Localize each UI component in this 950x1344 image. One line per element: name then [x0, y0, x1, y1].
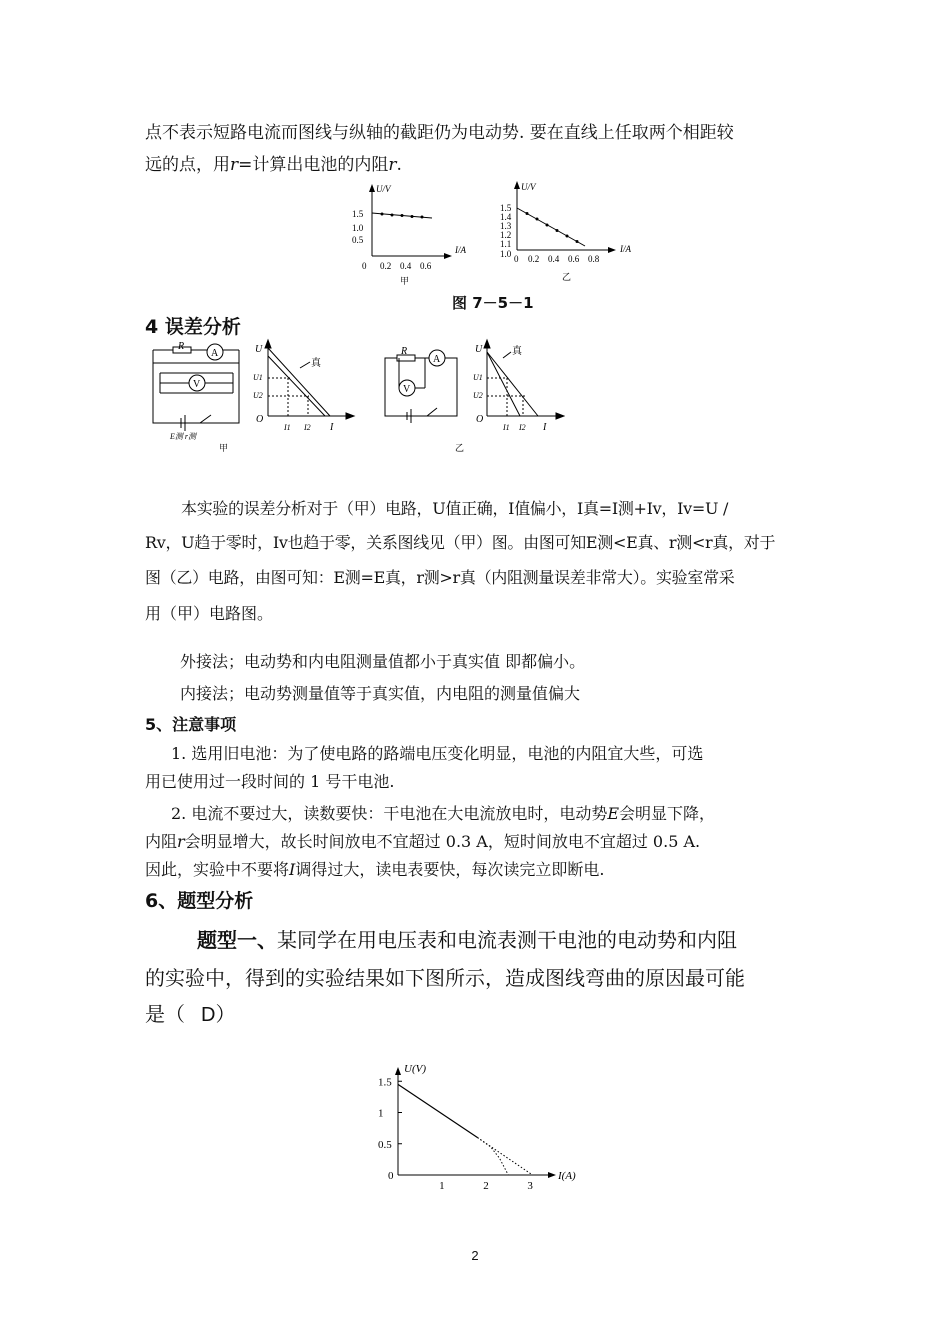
intro-text-b: =计算出电池的内阻: [238, 155, 389, 175]
analysis-para-2: Rv，U趋于零时，Iv也趋于零，关系图线见（甲）图。由图可知E测<E真、r测<r真，对于: [145, 533, 776, 552]
yi-xtick: 0.2: [528, 254, 540, 264]
circuit-jia-label: 甲: [219, 443, 229, 453]
graph-yi-o: O: [476, 414, 484, 425]
chart-series-line: [398, 1084, 477, 1137]
circuit-jia-ammeter: A: [211, 348, 219, 359]
note-var-i: I: [289, 860, 296, 879]
note-2-line-3: 因此，实验中不要将I调得过大，读电表要快，每次读完立即断电.: [145, 860, 605, 879]
graph-jia-i1: I1: [284, 423, 291, 432]
question-type-label: 题型一、: [197, 928, 277, 952]
note-2-line-1: 2. 电流不要过大，读数要快：干电池在大电流放电时，电动势E会明显下降，: [171, 804, 716, 823]
section-5-title: 5、注意事项: [145, 715, 237, 734]
yi-ytick: 1.4: [500, 212, 512, 222]
intro-line-2: [145, 150, 810, 181]
note-2-line-2: 内阻r会明显增大，故长时间放电不宜超过 0.3 A，短时间放电不宜超过 0.5 A.: [145, 832, 701, 851]
graph-yi-i1: I1: [503, 423, 510, 432]
jia-label: 甲: [400, 276, 410, 286]
intro-text-c: .: [396, 155, 402, 175]
error-analysis-figure: [145, 338, 565, 458]
circuit-yi-voltmeter: V: [403, 384, 411, 395]
jia-ytick: 0.5: [352, 235, 364, 245]
chart-ytick-label: 0.5: [378, 1138, 392, 1151]
graph-yi-i: I: [543, 422, 547, 433]
yi-xtick: 0.4: [548, 254, 560, 264]
chart-y-arrow: [395, 1067, 401, 1075]
note-1-line-2: 用已使用过一段时间的 1 号干电池.: [145, 772, 395, 791]
graph-jia-i: I: [330, 422, 334, 433]
question-line-3: 是（ D）: [145, 1002, 236, 1026]
graph-jia-u: U: [255, 344, 263, 355]
graph-yi-zhen: 真: [512, 346, 522, 357]
yi-ytick: 1.0: [500, 249, 512, 259]
question-line-2: 的实验中，得到的实验结果如下图所示，造成图线弯曲的原因最可能: [145, 966, 745, 990]
graph-jia: [352, 184, 466, 286]
graph-jia-u2: U2: [253, 391, 263, 400]
inner-connection-note: 内接法；电动势测量值等于真实值，内电阻的测量值偏大: [180, 684, 581, 703]
chart-series-line: [477, 1138, 508, 1176]
chart-ylabel: U(V): [404, 1063, 426, 1075]
note-1-line-1: 1. 选用旧电池：为了使电路的路端电压变化明显，电池的内阻宜大些，可选: [171, 744, 704, 763]
figure-caption: 图 7－5－1: [452, 294, 534, 312]
jia-xtick: 0.4: [400, 261, 412, 271]
question-line-1: 题型一、某同学在用电压表和电流表测干电池的电动势和内阻: [145, 922, 810, 958]
yi-ytick: 1.5: [500, 203, 512, 213]
analysis-para-3: 图（乙）电路，由图可知：E测=E真，r测>r真（内阻测量误差非常大）。实验室常采: [145, 568, 735, 587]
circuit-jia-voltmeter: V: [193, 379, 201, 390]
jia-xtick: 0: [362, 261, 367, 271]
graph-yi: [500, 181, 631, 282]
chart-origin: 0: [388, 1170, 394, 1182]
circuit-yi-r: R: [401, 346, 408, 357]
jia-xlabel: I/A: [455, 245, 466, 255]
jia-ytick: 1.5: [352, 209, 364, 219]
analysis-para-4: 用（甲）电路图。: [145, 604, 274, 623]
yi-label: 乙: [562, 272, 572, 282]
chart-ytick-label: 1.5: [378, 1076, 392, 1089]
graph-jia-i2: I2: [304, 423, 311, 432]
intro-line-1: 点不表示短路电流而图线与纵轴的截距仍为电动势. 要在直线上任取两个相距较: [145, 123, 734, 143]
figure-7-5-1: [330, 180, 650, 295]
section-6-title: 6、题型分析: [145, 890, 254, 912]
chart-xtick-label: 3: [527, 1180, 533, 1192]
analysis-para-1: 本实验的误差分析对于（甲）电路，U值正确，I值偏小，I真=I测+Iv，Iv=U /: [181, 499, 729, 518]
jia-ytick: 1.0: [352, 223, 364, 233]
outer-connection-note: 外接法；电动势和内电阻测量值都小于真实值 即都偏小。: [180, 652, 586, 671]
circuit-jia-r: R: [178, 341, 185, 352]
circuit-yi: [385, 350, 457, 423]
chart-xtick-label: 2: [483, 1180, 489, 1192]
note-var-e: E: [607, 804, 620, 823]
chart-xlabel: I(A): [558, 1170, 576, 1182]
yi-ytick: 1.1: [500, 239, 512, 249]
yi-ytick: 1.2: [500, 230, 512, 240]
section-4-title: 4 误差分析: [145, 316, 241, 338]
graph-yi-u2: U2: [473, 391, 483, 400]
page-number: 2: [471, 1248, 479, 1263]
chart-xtick-label: 1: [439, 1180, 445, 1192]
graph-yi-u: U: [475, 344, 483, 355]
note-var-r: r: [177, 832, 185, 851]
intro-var-r2: r: [388, 155, 397, 175]
circuit-jia-e-label: E测 r测: [170, 432, 196, 441]
graph-yi-i2: I2: [519, 423, 526, 432]
graph-jia-u1: U1: [253, 373, 263, 382]
chart-ytick-label: 1: [378, 1107, 384, 1120]
ui-curve-chart: [360, 1060, 590, 1200]
graph-jia-zhen: 真: [311, 358, 321, 369]
yi-xtick: 0: [514, 254, 519, 264]
circuit-yi-ammeter: A: [433, 354, 441, 365]
yi-xlabel: I/A: [620, 244, 631, 254]
yi-ytick: 1.3: [500, 221, 512, 231]
yi-ylabel: U/V: [521, 182, 536, 192]
question-answer: D: [201, 1004, 216, 1026]
yi-xtick: 0.8: [588, 254, 600, 264]
intro-text-a: 远的点，用: [145, 155, 230, 175]
yi-xtick: 0.6: [568, 254, 580, 264]
graph-jia-o: O: [256, 414, 264, 425]
graph-error-jia: [265, 340, 354, 419]
graph-yi-u1: U1: [473, 373, 483, 382]
chart-x-arrow: [548, 1172, 556, 1178]
intro-var-r: r: [230, 155, 239, 175]
circuit-yi-label: 乙: [455, 443, 465, 453]
jia-xtick: 0.6: [420, 261, 432, 271]
jia-ylabel: U/V: [376, 184, 391, 194]
graph-error-yi: [484, 340, 564, 419]
jia-xtick: 0.2: [380, 261, 392, 271]
